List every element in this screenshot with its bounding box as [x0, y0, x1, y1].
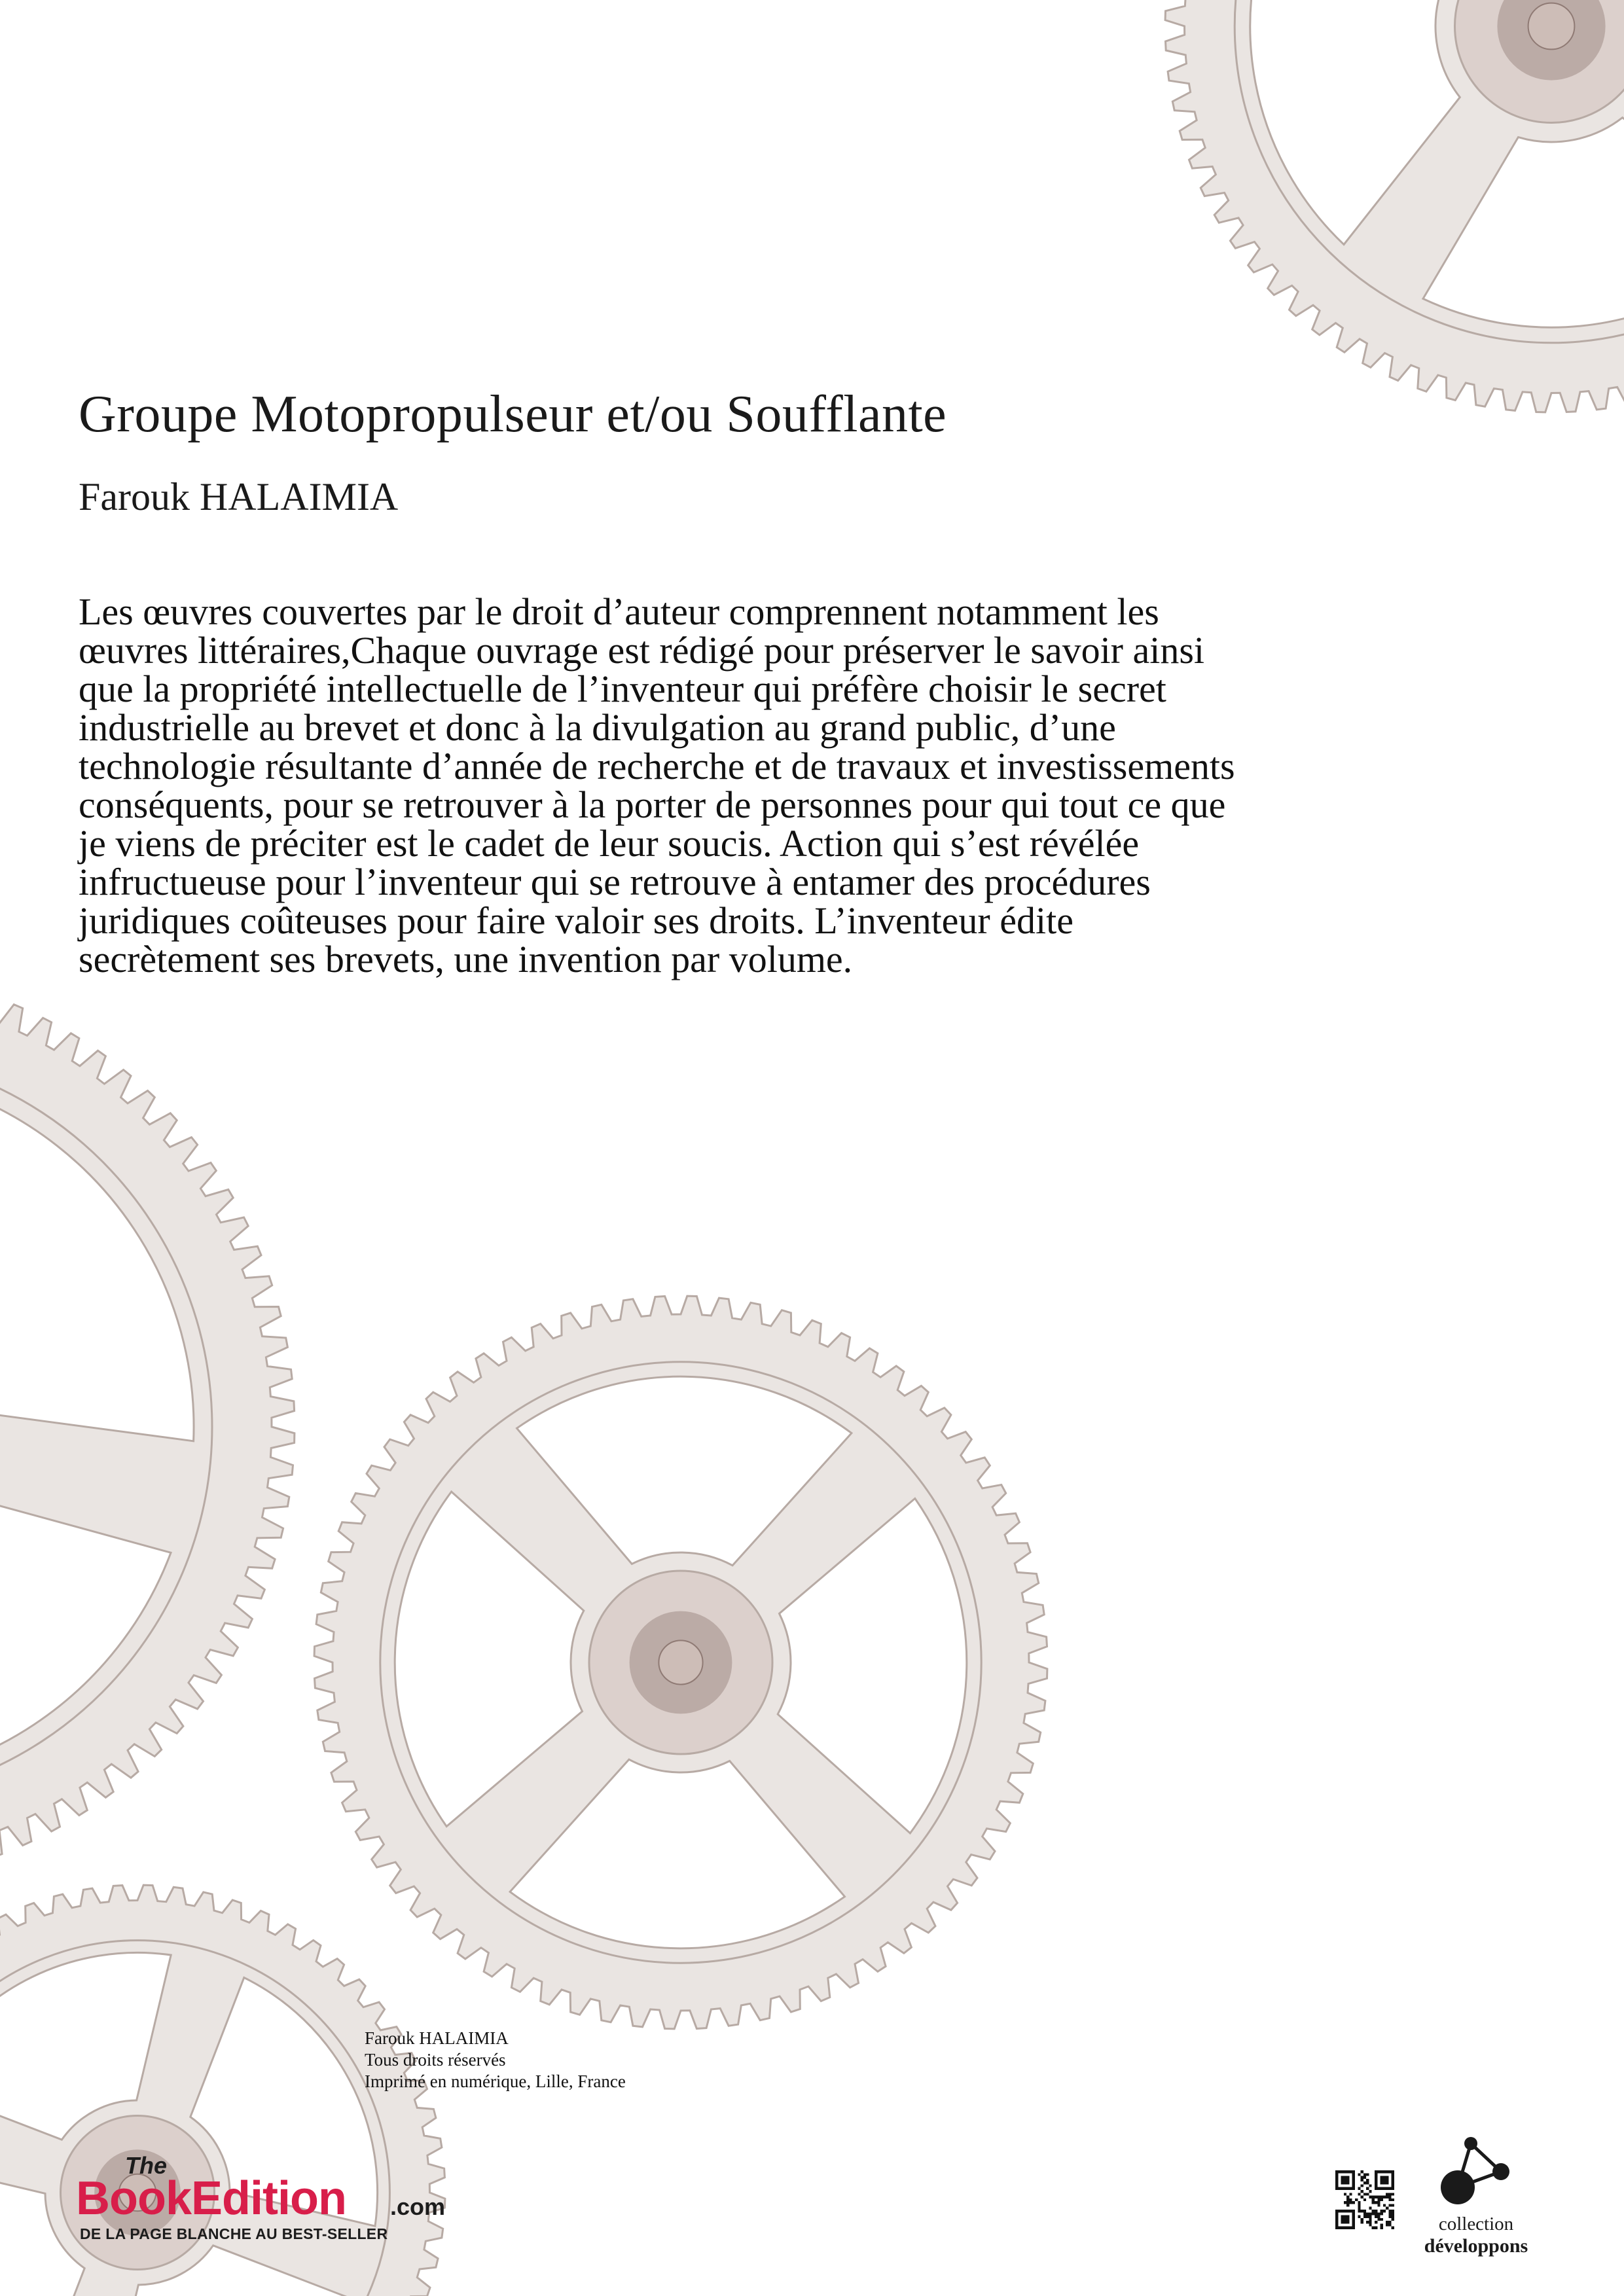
collection-name: développons	[1424, 2235, 1528, 2257]
back-cover-blurb: Les œuvres couvertes par le droit d’auteur comprennent notamment les œuvres littéraires,Chaque ouvrage est rédigé pour préserver le savoir ainsi que la propriété intellectuelle de l’inventeur qui préfère choisir le secret industrielle au brevet et donc à la divulgation au grand public, d’une technologie résultante d’année de recherche et de travaux et investissements conséquents, pour se retrouver à la porter de personnes pour qui tout ce que je viens de préciter est le cadet de leur soucis. Action qui s’est révélée infructueuse pour l’inventeur qui se retrouve à entamer des procédures juridiques coûteuses pour faire valoir ses droits. L’inventeur édite secrètement ses brevets, une invention par volume.	[79, 590, 1235, 980]
molecule-icon	[1430, 2127, 1522, 2209]
book-title: Groupe Motopropulseur et/ou Soufflante	[79, 386, 947, 443]
colophon-rights: Tous droits réservés	[365, 2050, 506, 2070]
gear-center	[314, 1296, 1047, 2029]
publisher-logo	[76, 2152, 461, 2244]
collection-mark	[1424, 2127, 1528, 2258]
colophon-printed: Imprimé en numérique, Lille, France	[365, 2072, 626, 2091]
collection-label: collection	[1438, 2214, 1514, 2234]
logo-tagline: DE LA PAGE BLANCHE AU BEST-SELLER	[80, 2225, 388, 2242]
author-name: Farouk HALAIMIA	[79, 475, 399, 518]
logo-suffix: .com	[390, 2193, 446, 2220]
colophon-author: Farouk HALAIMIA	[365, 2028, 509, 2048]
qr-code-icon	[1335, 2170, 1394, 2229]
colophon	[365, 2028, 626, 2092]
gear-top-right	[1165, 0, 1624, 412]
gear-left-large	[0, 969, 295, 1885]
logo-wordmark: BookEdition	[76, 2172, 346, 2225]
logo-the: The	[125, 2152, 168, 2179]
